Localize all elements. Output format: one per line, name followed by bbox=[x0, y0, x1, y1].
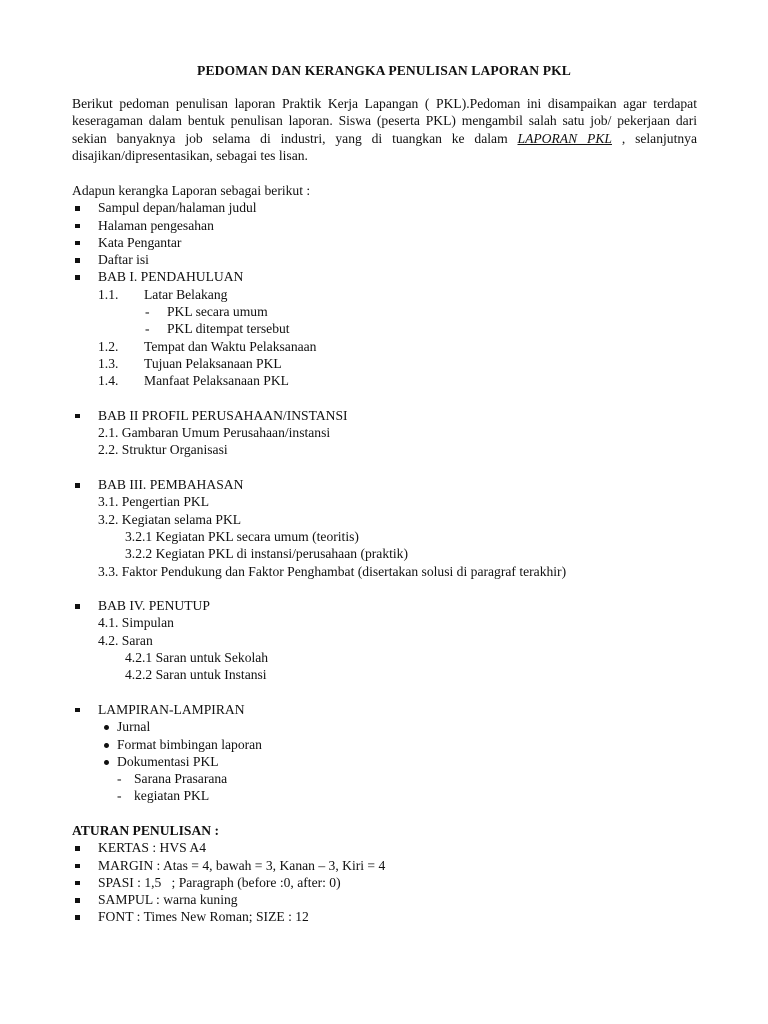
intro-text-after: , selanjutnya disajikan/dipresentasikan, sebagai tes lisan. bbox=[72, 130, 697, 164]
list-item: Sampul depan/halaman judul bbox=[72, 199, 712, 216]
bab1-subsection: 1.1. Latar Belakang bbox=[98, 286, 228, 302]
bab3-heading: BAB III. PEMBAHASAN bbox=[72, 476, 712, 493]
lampiran-subitem: - kegiatan PKL bbox=[117, 788, 210, 804]
outline-section bbox=[72, 182, 712, 926]
bab3-subsection: 3.2. Kegiatan selama PKL bbox=[98, 511, 242, 527]
aturan-item: SAMPUL : warna kuning bbox=[72, 891, 712, 908]
aturan-item: FONT : Times New Roman; SIZE : 12 bbox=[72, 908, 712, 925]
intro-text-before: Berikut pedoman penulisan laporan Praktik Kerja Lapangan ( PKL).Pedoman ini disampaikan agar terdapat keseragaman dalam bentuk penulisan laporan. Siswa (peserta PKL) mengambil salah satu job/ pekerjaan dari sekian banyaknya job selama di industri, yang di tuangkan ke dalam bbox=[72, 96, 697, 146]
bab4-heading: BAB IV. PENUTUP bbox=[72, 597, 712, 614]
bab4-subitem: 4.2.1 Saran untuk Sekolah bbox=[125, 650, 269, 666]
aturan-item: KERTAS : HVS A4 bbox=[72, 839, 712, 856]
bab4-subsection: 4.1. Simpulan bbox=[98, 615, 174, 631]
intro-paragraph bbox=[72, 95, 697, 165]
square-bullet-icon bbox=[75, 241, 80, 246]
list-item: Kata Pengantar bbox=[72, 234, 712, 251]
square-bullet-icon bbox=[75, 206, 80, 211]
bab3-subsection: 3.3. Faktor Pendukung dan Faktor Penghambat (disertakan solusi di paragraf terakhir) bbox=[98, 563, 567, 579]
square-bullet-icon bbox=[75, 604, 80, 609]
list-item: Daftar isi bbox=[72, 251, 712, 268]
round-bullet-icon bbox=[104, 760, 109, 765]
square-bullet-icon bbox=[75, 898, 80, 903]
bab1-heading: BAB I. PENDAHULUAN bbox=[72, 268, 712, 285]
square-bullet-icon bbox=[75, 258, 80, 263]
outline-intro: Adapun kerangka Laporan sebagai berikut : bbox=[72, 183, 311, 198]
aturan-item: MARGIN : Atas = 4, bawah = 3, Kanan – 3, Kiri = 4 bbox=[72, 857, 712, 874]
list-item: Halaman pengesahan bbox=[72, 217, 712, 234]
bab1-subitem: - PKL ditempat tersebut bbox=[145, 321, 290, 337]
bab1-subsection: 1.3. Tujuan Pelaksanaan PKL bbox=[98, 355, 282, 371]
square-bullet-icon bbox=[75, 846, 80, 851]
round-bullet-icon bbox=[104, 743, 109, 748]
bab3-subitem: 3.2.1 Kegiatan PKL secara umum (teoritis) bbox=[125, 528, 359, 544]
square-bullet-icon bbox=[75, 414, 80, 419]
bab1-subsection: 1.4. Manfaat Pelaksanaan PKL bbox=[98, 373, 289, 389]
aturan-heading: ATURAN PENULISAN : bbox=[72, 822, 220, 838]
lampiran-item: Jurnal bbox=[72, 718, 712, 735]
square-bullet-icon bbox=[75, 881, 80, 886]
square-bullet-icon bbox=[75, 708, 80, 713]
bab2-subsection: 2.2. Struktur Organisasi bbox=[98, 442, 228, 458]
document-title: PEDOMAN DAN KERANGKA PENULISAN LAPORAN PKL bbox=[197, 63, 571, 78]
lampiran-item: Format bimbingan laporan bbox=[72, 736, 712, 753]
lampiran-heading: LAMPIRAN-LAMPIRAN bbox=[72, 701, 712, 718]
bab4-subsection: 4.2. Saran bbox=[98, 632, 153, 648]
square-bullet-icon bbox=[75, 864, 80, 869]
aturan-item: SPASI : 1,5 ; Paragraph (before :0, after: 0) bbox=[72, 874, 712, 891]
bab3-subitem: 3.2.2 Kegiatan PKL di instansi/perusahaan (praktik) bbox=[125, 546, 409, 562]
square-bullet-icon bbox=[75, 915, 80, 920]
laporan-pkl-link[interactable]: LAPORAN PKL bbox=[517, 130, 612, 146]
lampiran-subitem: - Sarana Prasarana bbox=[117, 771, 228, 787]
bab3-subsection: 3.1. Pengertian PKL bbox=[98, 494, 210, 510]
bab2-heading: BAB II PROFIL PERUSAHAAN/INSTANSI bbox=[72, 407, 712, 424]
round-bullet-icon bbox=[104, 725, 109, 730]
square-bullet-icon bbox=[75, 224, 80, 229]
square-bullet-icon bbox=[75, 483, 80, 488]
bab2-subsection: 2.1. Gambaran Umum Perusahaan/instansi bbox=[98, 425, 331, 441]
bab4-subitem: 4.2.2 Saran untuk Instansi bbox=[125, 667, 267, 683]
square-bullet-icon bbox=[75, 275, 80, 280]
lampiran-item: Dokumentasi PKL bbox=[72, 753, 712, 770]
bab1-subsection: 1.2. Tempat dan Waktu Pelaksanaan bbox=[98, 338, 317, 354]
bab1-subitem: - PKL secara umum bbox=[145, 304, 268, 320]
